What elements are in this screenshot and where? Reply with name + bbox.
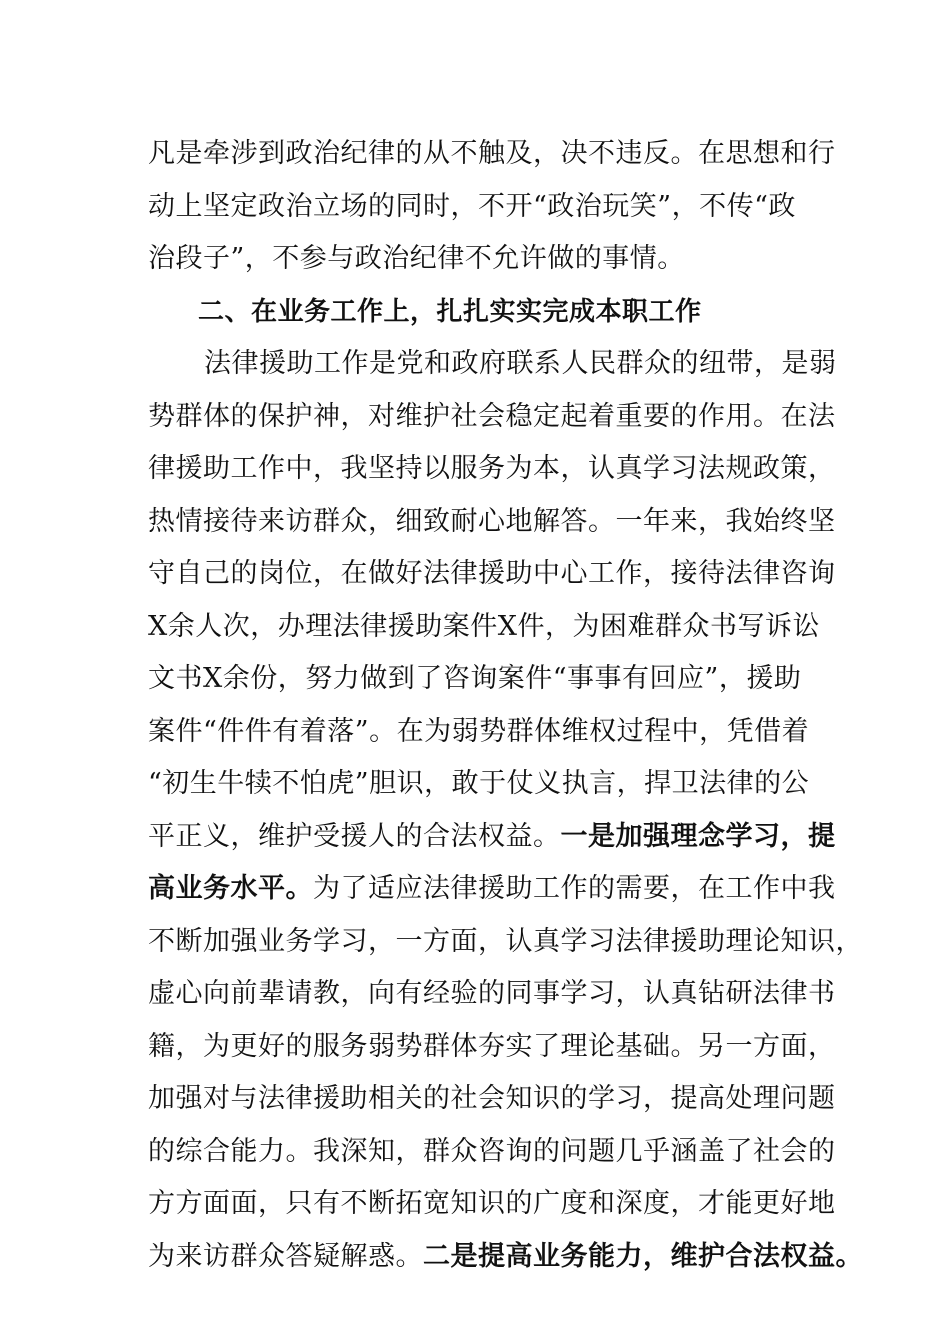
paragraph-line: 方方面面，只有不断拓宽知识的广度和深度，才能更好地 [148,1188,836,1219]
paragraph-line: 守自己的岗位，在做好法律援助中心工作，接待法律咨询 [148,558,836,589]
paragraph-line: 律援助工作中，我坚持以服务为本，认真学习法规政策， [148,453,836,484]
paragraph-line: 虚心向前辈请教，向有经验的同事学习，认真钻研法律书 [148,978,836,1009]
paragraph-line: 不断加强业务学习，一方面，认真学习法律援助理论知识， [148,925,863,957]
document-body [148,128,863,1283]
paragraph-line: 加强对与法律援助相关的社会知识的学习，提高处理问题 [148,1083,836,1114]
paragraph-line: X余人次，办理法律援助案件X件，为困难群众书写诉讼 [148,610,820,642]
emphasis-point-two: 二是提高业务能力，维护合法权益。 [423,1240,863,1272]
paragraph-line: 案件“件件有着落”。在为弱势群体维权过程中，凭借着 [148,715,810,747]
emphasis-point-one: 一是加强理念学习，提 [560,820,836,852]
paragraph-line [148,1231,863,1284]
paragraph-line: 治段子”，不参与政治纪律不允许做的事情。 [148,243,685,274]
paragraph-line [148,811,836,864]
paragraph-line: 法律援助工作是党和政府联系人民群众的纽带，是弱 [204,348,837,379]
paragraph-line: 势群体的保护神，对维护社会稳定起着重要的作用。在法 [148,400,836,432]
section-heading: 二、在业务工作上，扎扎实实完成本职工作 [198,296,702,327]
paragraph-line: 的综合能力。我深知，群众咨询的问题几乎涵盖了社会的 [148,1135,836,1167]
emphasis-point-one-cont: 高业务水平。 [148,873,313,904]
paragraph-line: 籍，为更好的服务弱势群体夯实了理论基础。另一方面， [148,1030,836,1062]
paragraph-text: 平正义，维护受援人的合法权益。 [148,820,561,852]
paragraph-text: 为了适应法律援助工作的需要，在工作中我 [313,873,836,904]
paragraph-line: 凡是牵涉到政治纪律的从不触及，决不违反。在思想和行 [148,138,836,169]
paragraph-line: “初生牛犊不怕虎”胆识，敢于仗义执言，捍卫法律的公 [148,768,810,799]
paragraph-line: 热情接待来访群众，细致耐心地解答。一年来，我始终坚 [148,505,836,537]
paragraph-line: 文书X余份，努力做到了咨询案件“事事有回应”，援助 [148,663,802,694]
paragraph-line [148,863,836,916]
paragraph-text: 为来访群众答疑解惑。 [148,1240,423,1272]
paragraph-line: 动上坚定政治立场的同时，不开“政治玩笑”，不传“政 [148,190,796,222]
